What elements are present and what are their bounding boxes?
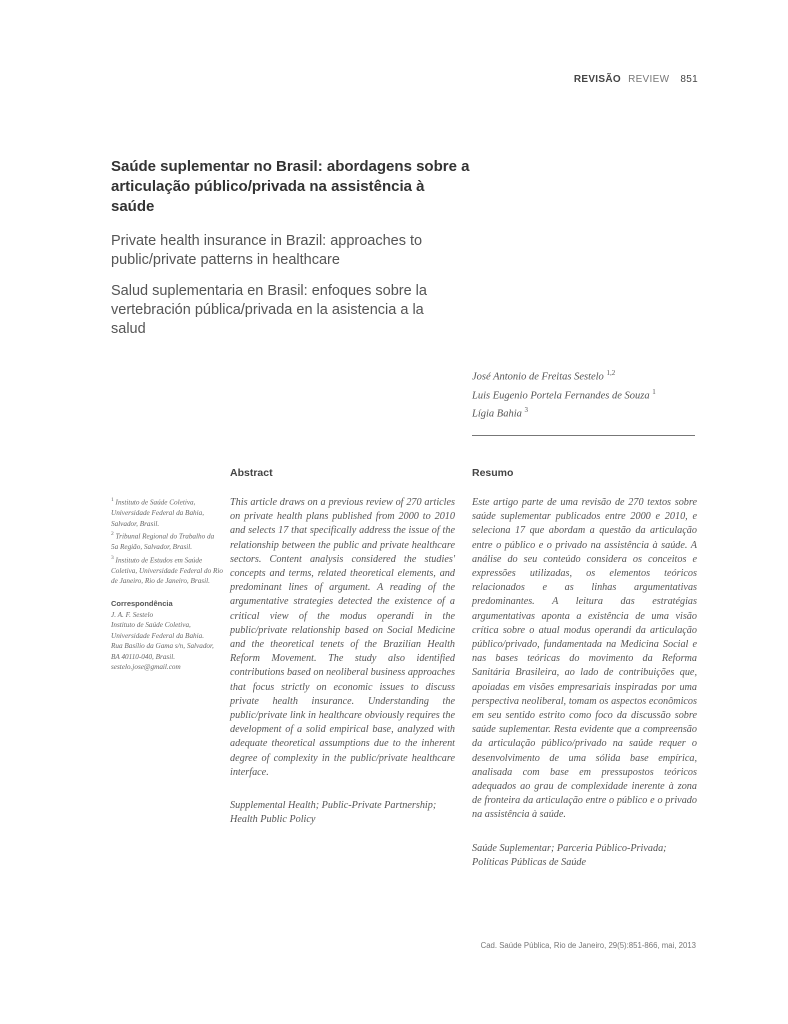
correspondence-name: J. A. F. Sestelo — [111, 610, 154, 619]
correspondence-email[interactable]: sestelo.jose@gmail.com — [111, 663, 181, 672]
author-divider — [472, 435, 695, 436]
section-label-en: REVIEW — [628, 74, 670, 85]
affiliation-number: 3 — [111, 554, 114, 561]
author-2 — [472, 385, 712, 404]
author-affiliation-ref: 3 — [524, 406, 529, 414]
title-english: Private health insurance in Brazil: approaches to public/private patterns in healthcare — [111, 233, 423, 268]
affiliations-sidebar — [111, 495, 223, 673]
resumo-text: Este artigo parte de uma revisão de 270 textos sobre saúde suplementar publicados entre 2000 e 2010, e seleciona 17 que abordam a questão da articulação entre o público e o privado na assistência à saúde. A análise do seu conteúdo considera os conceitos e expressões utilizadas, os elementos teóricos relacionados e as linhas argumentativas predominantes. A leitura das estratégias argumentativas aponta a existência de uma visão crítica sobre o atual modus operandi da articulação público/privado, fundamentada na Medicina Social e nas bases teóricas do movimento da Reforma Sanitária Brasileira, ao lado de contribuições que, apoiadas em visões empresariais inspiradas por uma perspectiva neoliberal, tomam os aspectos econômicos em seu sentido estrito como foco da discussão sobre saúde suplementar. Resta evidente que a compreensão da articulação público/privado na saúde requer o desenvolvimento de uma sólida base empírica, analisada com base em pressupostos teóricos adequados ao grau de complexidade inerente à zona de fronteira da articulação entre o público e o privado na assistência à saúde. — [472, 497, 697, 821]
author-name: Luis Eugenio Portela Fernandes de Souza — [472, 390, 650, 401]
affiliation-3 — [111, 553, 223, 587]
author-affiliation-ref: 1,2 — [606, 369, 616, 377]
abstract-text: This article draws on a previous review of 270 articles on private health plans published from 2000 to 2010 and selects 17 that specifically address the issue of the relationship between the public and private healthcare sectors. Content analysis considered the studies' concepts and terms, related theoretical elements, and predominant lines of argument. A reading of the argumentative strategies detected the existence of a critical view of the modus operandi in the public/private relationship based on Social Medicine and the theoretical tenets of the Brazilian Health Reform Movement. The study also identified contributions based on neoliberal business approaches that focus strictly on economic issues to discuss private health insurance. Understanding the public/private link in healthcare obviously requires the development of a solid empirical base, analyzed with adequate theoretical assumptions due to the inherent degree of complexity in the public/private healthcare interface. — [230, 497, 455, 778]
abstract-section — [230, 467, 455, 827]
author-1 — [472, 366, 712, 385]
abstract-heading: Abstract — [230, 467, 273, 479]
footer-citation: Cad. Saúde Pública, Rio de Janeiro, 29(5):851-866, mai, 2013 — [480, 941, 696, 950]
correspondence-institution: Instituto de Saúde Coletiva, Universidade Federal da Bahia. — [111, 621, 205, 640]
correspondence-address: Rua Basílio da Gama s/n, Salvador, BA 40110-040, Brasil. — [111, 642, 214, 661]
resumo-keywords: Saúde Suplementar; Parceria Público-Privada; Políticas Públicas de Saúde — [472, 842, 667, 868]
affiliation-text: Instituto de Estudos em Saúde Coletiva, Universidade Federal do Rio de Janeiro, Rio de Janeiro, Brasil. — [111, 556, 223, 586]
author-list — [472, 366, 712, 422]
correspondence-heading: Correspondência — [111, 598, 173, 608]
running-header — [574, 74, 698, 85]
affiliation-number: 1 — [111, 497, 114, 503]
author-name: José Antonio de Freitas Sestelo — [472, 371, 604, 383]
title-spanish: Salud suplementaria en Brasil: enfoques sobre la vertebración pública/privada en la asistencia a la salud — [111, 283, 427, 337]
section-label-pt: REVISÃO — [573, 74, 621, 85]
resumo-heading: Resumo — [472, 467, 514, 479]
page-number: 851 — [680, 74, 698, 85]
affiliation-text: Tribunal Regional do Trabalho da 5a Região, Salvador, Brasil. — [111, 532, 215, 552]
affiliation-number: 2 — [111, 531, 114, 538]
abstract-keywords: Supplemental Health; Public-Private Partnership; Health Public Policy — [230, 800, 437, 826]
affiliation-text: Instituto de Saúde Coletiva, Universidade Federal da Bahia, Salvador, Brasil. — [111, 498, 205, 528]
author-affiliation-ref: 1 — [652, 387, 656, 396]
author-3 — [472, 403, 712, 422]
affiliation-1 — [111, 495, 223, 529]
title-portuguese: Saúde suplementar no Brasil: abordagens sobre a articulação público/privada na assistência à saúde — [111, 158, 470, 215]
author-name: Lígia Bahia — [472, 408, 522, 420]
affiliation-2 — [111, 529, 223, 553]
resumo-section — [472, 467, 697, 870]
